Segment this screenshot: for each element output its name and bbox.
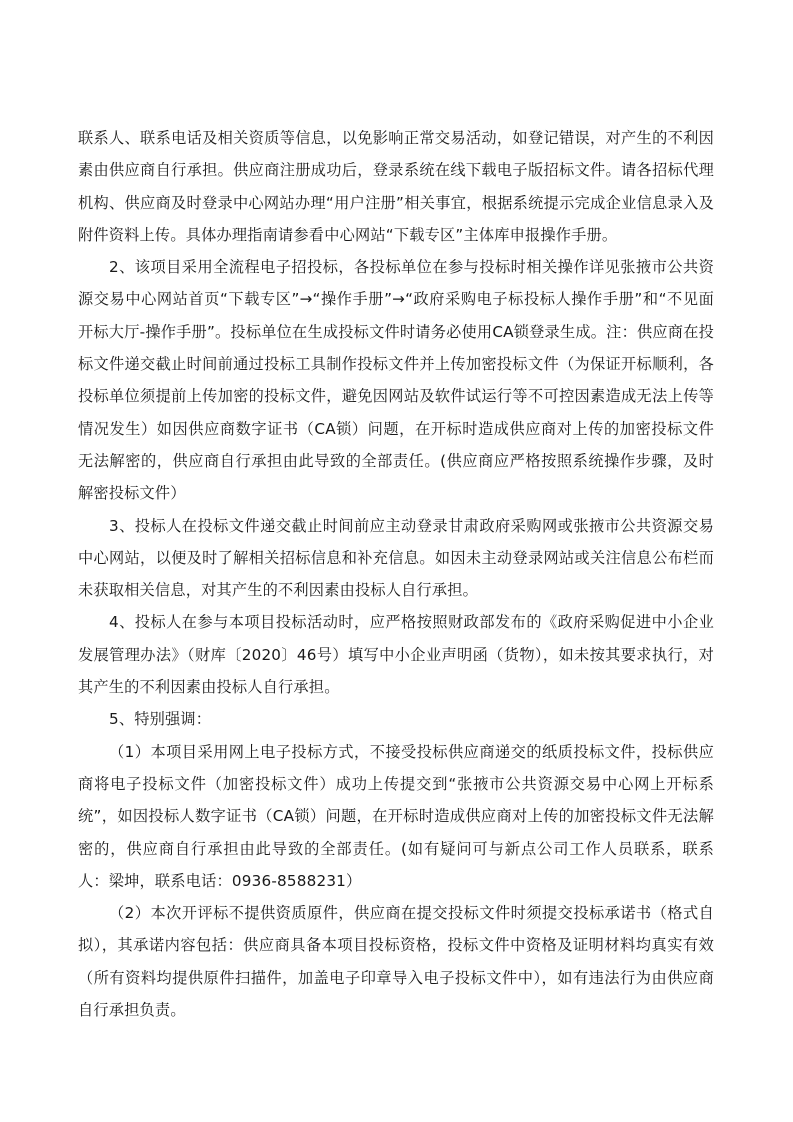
paragraph-subitem-1: （1）本项目采用网上电子投标方式，不接受投标供应商递交的纸质投标文件，投标供应商将电子投标文件（加密投标文件）成功上传提交到“张掖市公共资源交易中心网上开标系统”，如因投标人数字证书（CA锁）问题，在开标时造成供应商对上传的加密投标文件无法解密的，供应商自行承担由此导致的全部责任。(如有疑问可与新点公司工作人员联系，联系人：梁坤，联系电话：0936-8588231）	[78, 742, 714, 890]
paragraph-item-3: 3、投标人在投标文件递交截止时间前应主动登录甘肃政府采购网或张掖市公共资源交易中心网站，以便及时了解相关招标信息和补充信息。如因未主动登录网站或关注信息公布栏而未获取相关信息，对其产生的不利因素由投标人自行承担。	[78, 516, 714, 600]
paragraph-subitem-2: （2）本次开评标不提供资质原件，供应商在提交投标文件时须提交投标承诺书（格式自拟），其承诺内容包括：供应商具备本项目投标资格，投标文件中资格及证明材料均真实有效（所有资料均提供原件扫描件，加盖电子印章导入电子投标文件中），如有违法行为由供应商自行承担负责。	[78, 904, 714, 1020]
paragraph-item-2: 2、该项目采用全流程电子招投标，各投标单位在参与投标时相关操作详见张掖市公共资源交易中心网站首页“下载专区”→“操作手册”→“政府采购电子标投标人操作手册”和“不见面开标大厅-操作手册”。投标单位在生成投标文件时请务必使用CA锁登录生成。注：供应商在投标文件递交截止时间前通过投标工具制作投标文件并上传加密投标文件（为保证开标顺利，各投标单位须提前上传加密的投标文件，避免因网站及软件试运行等不可控因素造成无法上传等情况发生）如因供应商数字证书（CA锁）问题，在开标时造成供应商对上传的加密投标文件无法解密的，供应商自行承担由此导致的全部责任。(供应商应严格按照系统操作步骤，及时解密投标文件）	[78, 258, 714, 503]
paragraph-continuation: 联系人、联系电话及相关资质等信息，以免影响正常交易活动，如登记错误，对产生的不利因素由供应商自行承担。供应商注册成功后，登录系统在线下载电子版招标文件。请各招标代理机构、供应商及时登录中心网站办理“用户注册”相关事宜，根据系统提示完成企业信息录入及附件资料上传。具体办理指南请参看中心网站“下载专区”主体库申报操作手册。	[78, 129, 714, 244]
document-body	[78, 122, 714, 1026]
paragraph-item-4: 4、投标人在参与本项目投标活动时，应严格按照财政部发布的《政府采购促进中小企业发展管理办法》（财库〔2020〕46号）填写中小企业声明函（货物），如未按其要求执行，对其产生的不利因素由投标人自行承担。	[78, 613, 714, 697]
paragraph-item-5-heading: 5、特别强调：	[109, 710, 212, 729]
